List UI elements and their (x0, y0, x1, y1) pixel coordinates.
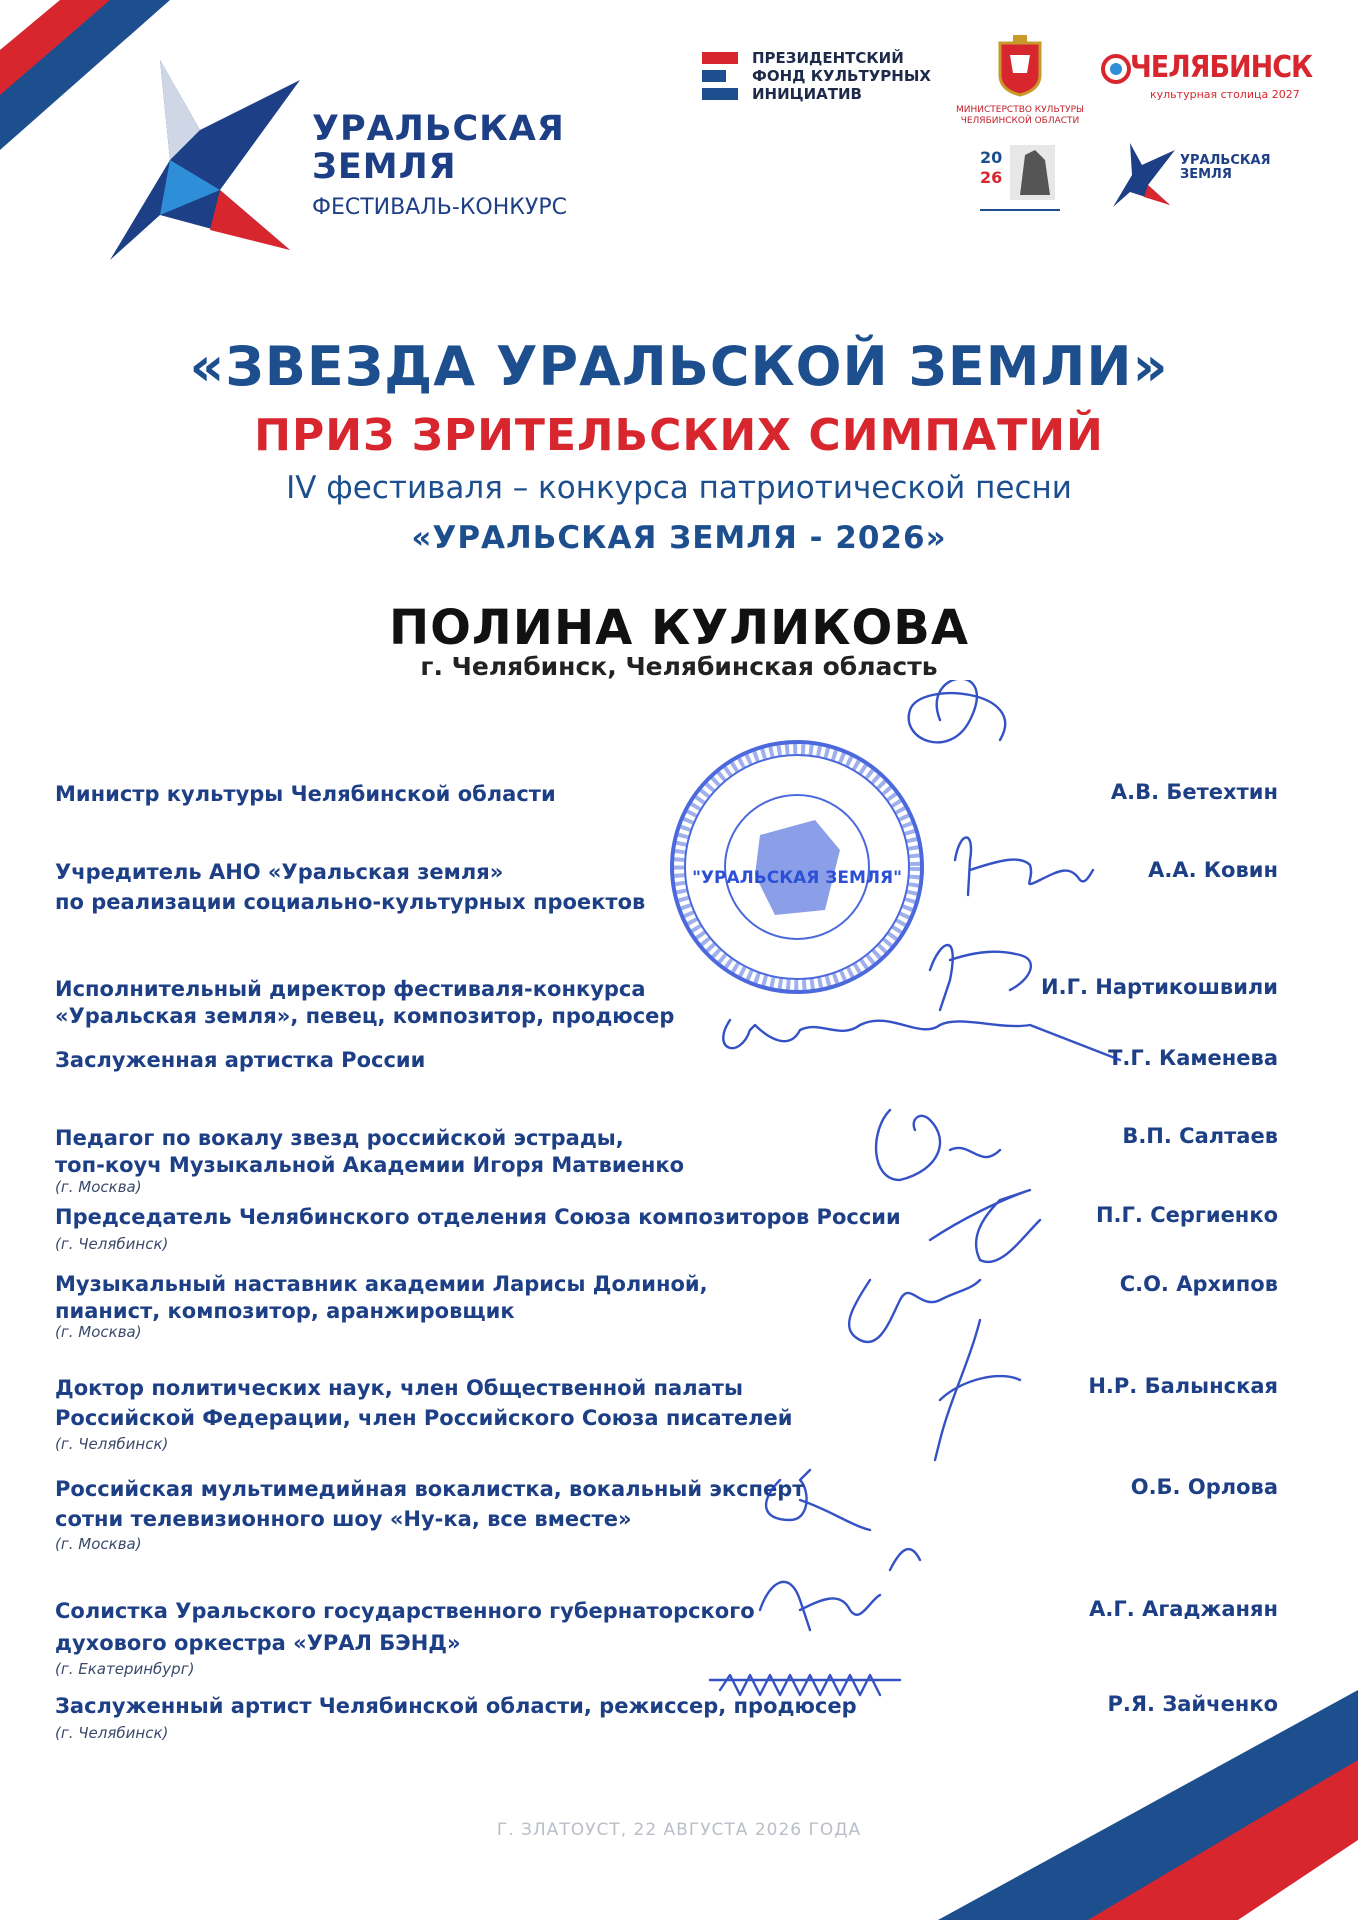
presidential-fund-logo (700, 48, 960, 108)
jury-position: духового оркестра «УРАЛ БЭНД» (55, 1631, 461, 1655)
jury-name: А.А. Ковин (1148, 858, 1278, 882)
chelyabinsk-swirl-icon (1100, 52, 1132, 86)
signature-betekhtin (909, 680, 1005, 742)
festival-star-logo (100, 50, 330, 270)
presidential-fund-line3: ИНИЦИАТИВ (752, 85, 862, 103)
jury-position: Заслуженный артист Челябинской области, режиссер, продюсер (55, 1694, 857, 1718)
jury-position: Заслуженная артистка России (55, 1048, 426, 1072)
jury-name: П.Г. Сергиенко (1095, 1203, 1278, 1227)
signature-sergienko (930, 1190, 1040, 1262)
signature-zaichenko (710, 1675, 900, 1695)
festival-name: «УРАЛЬСКАЯ ЗЕМЛЯ - 2026» (411, 520, 947, 556)
footer-place-date: Г. ЗЛАТОУСТ, 22 АВГУСТА 2026 ГОДА (496, 1820, 862, 1840)
prize-title: ПРИЗ ЗРИТЕЛЬСКИХ СИМПАТИЙ (254, 410, 1104, 461)
jury-position: Солистка Уральского государственного губернаторского (55, 1599, 755, 1623)
jury-city: (г. Москва) (55, 1323, 142, 1341)
jury-position: Министр культуры Челябинской области (55, 782, 556, 806)
winner-name: ПОЛИНА КУЛИКОВА (388, 600, 970, 656)
jury-name: Н.Р. Балынская (1088, 1374, 1278, 1398)
small-festival-logo (1110, 140, 1310, 210)
year-of-unity-logo (980, 140, 1060, 220)
chelyabinsk-name: ЧЕЛЯБИНСК (1130, 50, 1313, 85)
jury-position: топ-коуч Музыкальной Академии Игоря Матвиенко (55, 1153, 685, 1177)
festival-logo-line2: ЗЕМЛЯ (312, 147, 457, 187)
stamp-center-text: "УРАЛЬСКАЯ ЗЕМЛЯ" (692, 868, 902, 888)
signature-agadzhanyan (760, 1549, 920, 1630)
small-star-icon (1110, 140, 1180, 210)
presidential-fund-line1: ПРЕЗИДЕНТСКИЙ (752, 49, 904, 67)
jury-name: С.О. Архипов (1119, 1272, 1278, 1296)
jury-signatures (700, 680, 1130, 1730)
jury-name: Р.Я. Зайченко (1107, 1692, 1278, 1716)
signature-kovin (955, 838, 1093, 896)
ministry-caption-line1: МИНИСТЕРСТВО КУЛЬТУРЫ (956, 105, 1084, 115)
coat-of-arms-icon (995, 35, 1045, 97)
jury-city: (г. Москва) (55, 1535, 142, 1553)
year-logo-top: 20 (980, 148, 1003, 167)
ministry-logo (955, 35, 1085, 130)
jury-name: Т.Г. Каменева (1108, 1046, 1278, 1070)
chelyabinsk-culture-capital-logo (1100, 48, 1313, 108)
jury-position: сотни телевизионного шоу «Ну-ка, все вместе» (55, 1507, 632, 1531)
winner-city: г. Челябинск, Челябинская область (420, 652, 938, 681)
signature-nartikoshvili (930, 945, 1031, 1010)
diploma-title: «ЗВЕЗДА УРАЛЬСКОЙ ЗЕМЛИ» (189, 335, 1169, 398)
jury-position: пианист, композитор, аранжировщик (55, 1299, 515, 1323)
presidential-fund-line2: ФОНД КУЛЬТУРНЫХ (752, 67, 931, 85)
jury-name: И.Г. Нартикошвили (1041, 975, 1278, 999)
festival-description: IV фестиваля – конкурса патриотической песни (286, 470, 1072, 506)
signature-kameneva (723, 1020, 1120, 1060)
jury-name: А.В. Бетехтин (1110, 780, 1278, 804)
jury-city: (г. Челябинск) (55, 1235, 169, 1253)
jury-name: В.П. Салтаев (1122, 1124, 1278, 1148)
ministry-caption-line2: ЧЕЛЯБИНСКОЙ ОБЛАСТИ (960, 116, 1080, 126)
signature-balynskaya (935, 1320, 1020, 1460)
jury-position: Музыкальный наставник академии Ларисы Долиной, (55, 1272, 708, 1296)
festival-logo-line1: УРАЛЬСКАЯ (312, 109, 565, 149)
jury-position: Доктор политических наук, член Общественной палаты (55, 1376, 743, 1400)
jury-position: Председатель Челябинского отделения Союза композиторов России (55, 1205, 901, 1229)
jury-position: Педагог по вокалу звезд российской эстрады, (55, 1126, 624, 1150)
presidential-fund-mark-icon (700, 50, 740, 104)
jury-city: (г. Челябинск) (55, 1435, 169, 1453)
jury-position: «Уральская земля», певец, композитор, продюсер (55, 1004, 675, 1028)
chelyabinsk-subtitle: культурная столица 2027 (1150, 88, 1300, 101)
jury-position: Исполнительный директор фестиваля-конкурса (55, 977, 646, 1001)
signature-saltaev (876, 1110, 1000, 1180)
jury-position: Учредитель АНО «Уральская земля» (55, 860, 504, 884)
festival-logo-line3: ФЕСТИВАЛЬ-КОНКУРС (312, 195, 567, 220)
jury-position: Российская мультимедийная вокалистка, вокальный эксперт (55, 1477, 805, 1501)
signature-orlova (766, 1470, 870, 1530)
jury-name: О.Б. Орлова (1130, 1475, 1278, 1499)
jury-city: (г. Москва) (55, 1178, 142, 1196)
jury-name: А.Г. Агаджанян (1089, 1597, 1278, 1621)
jury-city: (г. Челябинск) (55, 1724, 169, 1742)
year-logo-bottom: 26 (980, 168, 1003, 187)
jury-position: по реализации социально-культурных проектов (55, 890, 646, 914)
small-logo-line2: ЗЕМЛЯ (1180, 167, 1232, 182)
small-logo-line1: УРАЛЬСКАЯ (1180, 153, 1271, 168)
jury-position: Российской Федерации, член Российского Союза писателей (55, 1406, 793, 1430)
signature-arkhipov (849, 1280, 980, 1342)
jury-city: (г. Екатеринбург) (55, 1660, 195, 1678)
